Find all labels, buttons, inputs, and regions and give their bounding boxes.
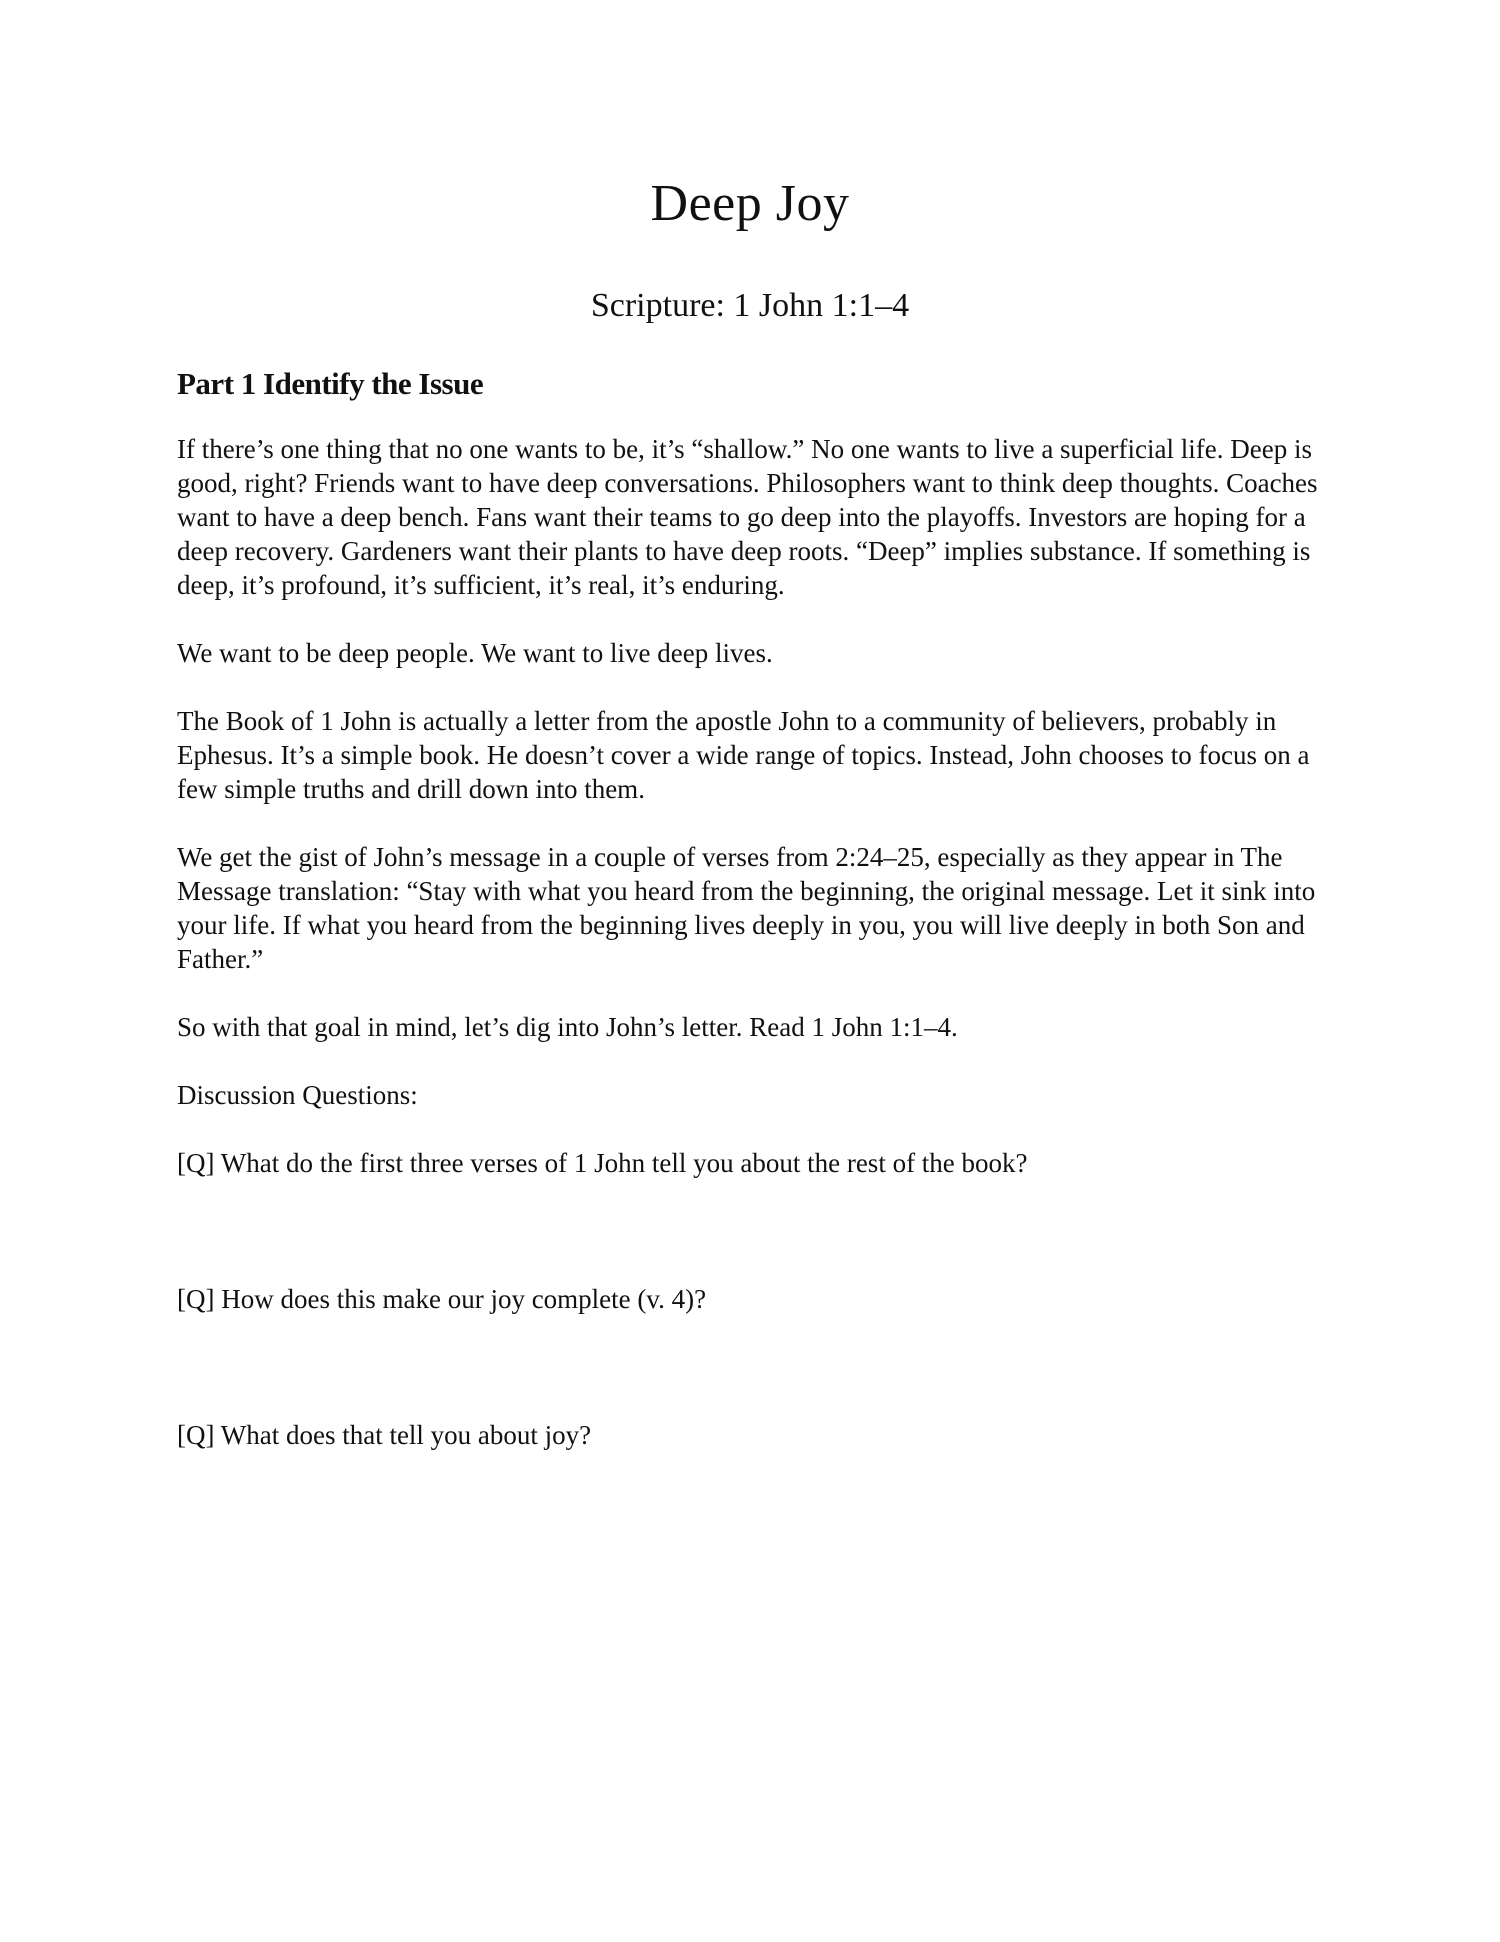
discussion-question-3: [Q] What does that tell you about joy? xyxy=(177,1420,592,1450)
discussion-question-1: [Q] What do the first three verses of 1 John tell you about the rest of the book? xyxy=(177,1148,1028,1178)
section-heading: Part 1 Identify the Issue xyxy=(177,366,484,401)
document-title: Deep Joy xyxy=(650,175,850,232)
paragraph-deep-people: We want to be deep people. We want to live deep lives. xyxy=(177,638,773,668)
paragraph-gist: We get the gist of John’s message in a couple of verses from 2:24–25, especially as they appear in The Message translation: “Stay with what you heard from the beginning, the original message. Let it sink into your life. If what you heard from the beginning lives deeply in you, you will live deeply in both Son and Father.” xyxy=(177,842,1316,974)
discussion-questions-label: Discussion Questions: xyxy=(177,1080,418,1110)
paragraph-read-scripture: So with that goal in mind, let’s dig into John’s letter. Read 1 John 1:1–4. xyxy=(177,1012,958,1042)
paragraph-book-of-john: The Book of 1 John is actually a letter from the apostle John to a community of believers, probably in Ephesus. It’s a simple book. He doesn’t cover a wide range of topics. Instead, John chooses to focus on a few simple truths and drill down into them. xyxy=(177,706,1310,804)
document-body xyxy=(177,364,1337,1554)
discussion-question-2: [Q] How does this make our joy complete (v. 4)? xyxy=(177,1284,707,1314)
paragraph-intro: If there’s one thing that no one wants to be, it’s “shallow.” No one wants to live a superficial life. Deep is good, right? Friends want to have deep conversations. Philosophers want to think deep thoughts. Coaches want to have a deep bench. Fans want their teams to go deep into the playoffs. Investors are hoping for a deep recovery. Gardeners want their plants to have deep roots. “Deep” implies substance. If something is deep, it’s profound, it’s sufficient, it’s real, it’s enduring. xyxy=(177,434,1318,600)
scripture-reference: Scripture: 1 John 1:1–4 xyxy=(590,287,910,324)
